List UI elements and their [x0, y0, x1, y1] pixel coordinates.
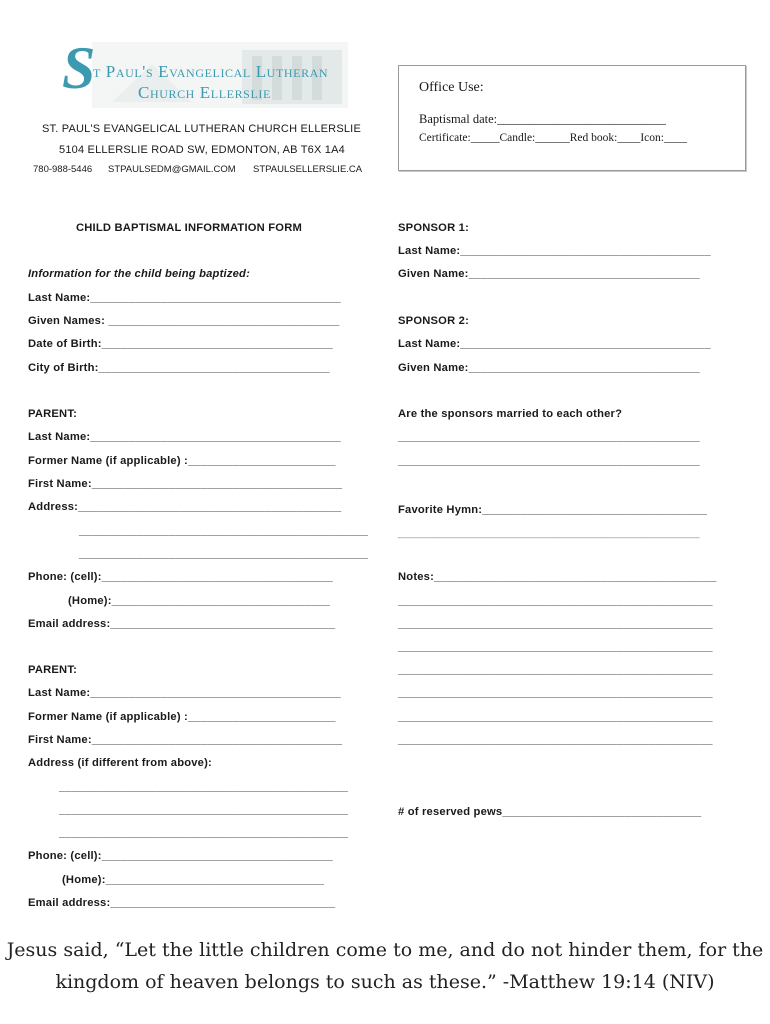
notes-line[interactable]: _________________________________________________	[398, 734, 713, 746]
parent-2-heading: PARENT:	[28, 664, 78, 676]
notes-line[interactable]: _________________________________________________	[398, 618, 713, 630]
sponsor-2-heading: SPONSOR 2:	[398, 315, 470, 327]
scripture-quote-line-1: Jesus said, “Let the little children come to me, and do not hinder them, for the	[6, 939, 764, 961]
parent-1-address-line-2[interactable]: _____________________________________________	[79, 525, 368, 537]
parent-2-address-line-3[interactable]: _____________________________________________	[59, 827, 348, 839]
office-baptismal-date-field[interactable]: Baptismal date:___________________________	[419, 112, 666, 126]
parent-2-email-field[interactable]: Email address:___________________________________	[28, 897, 336, 909]
reserved-pews-field[interactable]: # of reserved pews_______________________________	[398, 806, 702, 818]
notes-line[interactable]: _________________________________________________	[398, 641, 713, 653]
parent-1-phone-cell-field[interactable]: Phone: (cell):____________________________________	[28, 571, 333, 583]
parent-1-email-field[interactable]: Email address:___________________________________	[28, 618, 336, 630]
parent-2-first-name-field[interactable]: First Name:_______________________________________	[28, 734, 343, 746]
sponsors-married-question: Are the sponsors married to each other?	[398, 408, 623, 420]
logo-initial: S	[62, 35, 96, 101]
parent-1-address-field[interactable]: Address:_________________________________________	[28, 501, 342, 513]
parent-1-former-name-field[interactable]: Former Name (if applicable) :_______________________	[28, 455, 336, 467]
child-section-heading: Information for the child being baptized:	[28, 268, 250, 280]
parent-2-last-name-field[interactable]: Last Name:_______________________________________	[28, 687, 341, 699]
parent-2-address-label: Address (if different from above):	[28, 757, 212, 769]
parent-1-heading: PARENT:	[28, 408, 78, 420]
parent-2-phone-home-field[interactable]: (Home):__________________________________	[62, 874, 325, 886]
sponsors-married-line-2[interactable]: _______________________________________________	[398, 455, 700, 467]
child-city-field[interactable]: City of Birth:____________________________________	[28, 362, 330, 374]
parent-1-phone-home-field[interactable]: (Home):__________________________________	[68, 595, 331, 607]
sponsors-married-line-1[interactable]: _______________________________________________	[398, 431, 700, 443]
logo-line-2: Church Ellerslie	[138, 83, 271, 102]
church-email: STPAULSEDM@GMAIL.COM	[108, 164, 236, 175]
parent-2-phone-cell-field[interactable]: Phone: (cell):____________________________________	[28, 850, 333, 862]
scripture-quote-line-2: kingdom of heaven belongs to such as these.” -Matthew 19:14 (NIV)	[55, 971, 715, 993]
scripture-quote	[0, 934, 770, 998]
church-name: ST. PAUL'S EVANGELICAL LUTHERAN CHURCH ELLERSLIE	[42, 123, 361, 135]
church-website: STPAULSELLERSLIE.CA	[253, 164, 363, 175]
sponsor-1-last-name-field[interactable]: Last Name:_______________________________________	[398, 245, 711, 257]
sponsor-1-given-name-field[interactable]: Given Name:____________________________________	[398, 268, 700, 280]
parent-2-former-name-field[interactable]: Former Name (if applicable) :_______________________	[28, 711, 336, 723]
child-given-names-field[interactable]: Given Names: ____________________________________	[28, 315, 340, 327]
office-use-box	[398, 65, 746, 171]
logo-line-1: t Paul's Evangelical Lutheran	[93, 62, 329, 81]
notes-line[interactable]: _________________________________________________	[398, 664, 713, 676]
parent-2-address-line-1[interactable]: _____________________________________________	[59, 781, 348, 793]
church-phone: 780-988-5446	[33, 164, 93, 175]
church-address: 5104 ELLERSLIE ROAD SW, EDMONTON, AB T6X 1A4	[59, 144, 345, 156]
favorite-hymn-field[interactable]: Favorite Hymn:___________________________________	[398, 504, 708, 516]
form-title: CHILD BAPTISMAL INFORMATION FORM	[76, 222, 302, 234]
sponsor-2-last-name-field[interactable]: Last Name:_______________________________________	[398, 338, 711, 350]
child-dob-field[interactable]: Date of Birth:____________________________________	[28, 338, 333, 350]
notes-line[interactable]: _________________________________________________	[398, 711, 713, 723]
sponsor-1-heading: SPONSOR 1:	[398, 222, 470, 234]
office-use-title: Office Use:	[419, 80, 484, 95]
sponsor-2-given-name-field[interactable]: Given Name:____________________________________	[398, 362, 700, 374]
parent-1-address-line-3[interactable]: _____________________________________________	[79, 548, 368, 560]
favorite-hymn-line-2[interactable]: _______________________________________________	[398, 527, 700, 539]
parent-1-first-name-field[interactable]: First Name:_______________________________________	[28, 478, 343, 490]
office-certificate-field[interactable]: Certificate:_____Candle:______Red book:____Icon:____	[419, 132, 687, 144]
child-last-name-field[interactable]: Last Name:_______________________________________	[28, 292, 341, 304]
notes-line[interactable]: _________________________________________________	[398, 595, 713, 607]
parent-1-last-name-field[interactable]: Last Name:_______________________________________	[28, 431, 341, 443]
parent-2-address-line-2[interactable]: _____________________________________________	[59, 804, 348, 816]
notes-field[interactable]: Notes:____________________________________________	[398, 571, 717, 583]
notes-line[interactable]: _________________________________________________	[398, 687, 713, 699]
